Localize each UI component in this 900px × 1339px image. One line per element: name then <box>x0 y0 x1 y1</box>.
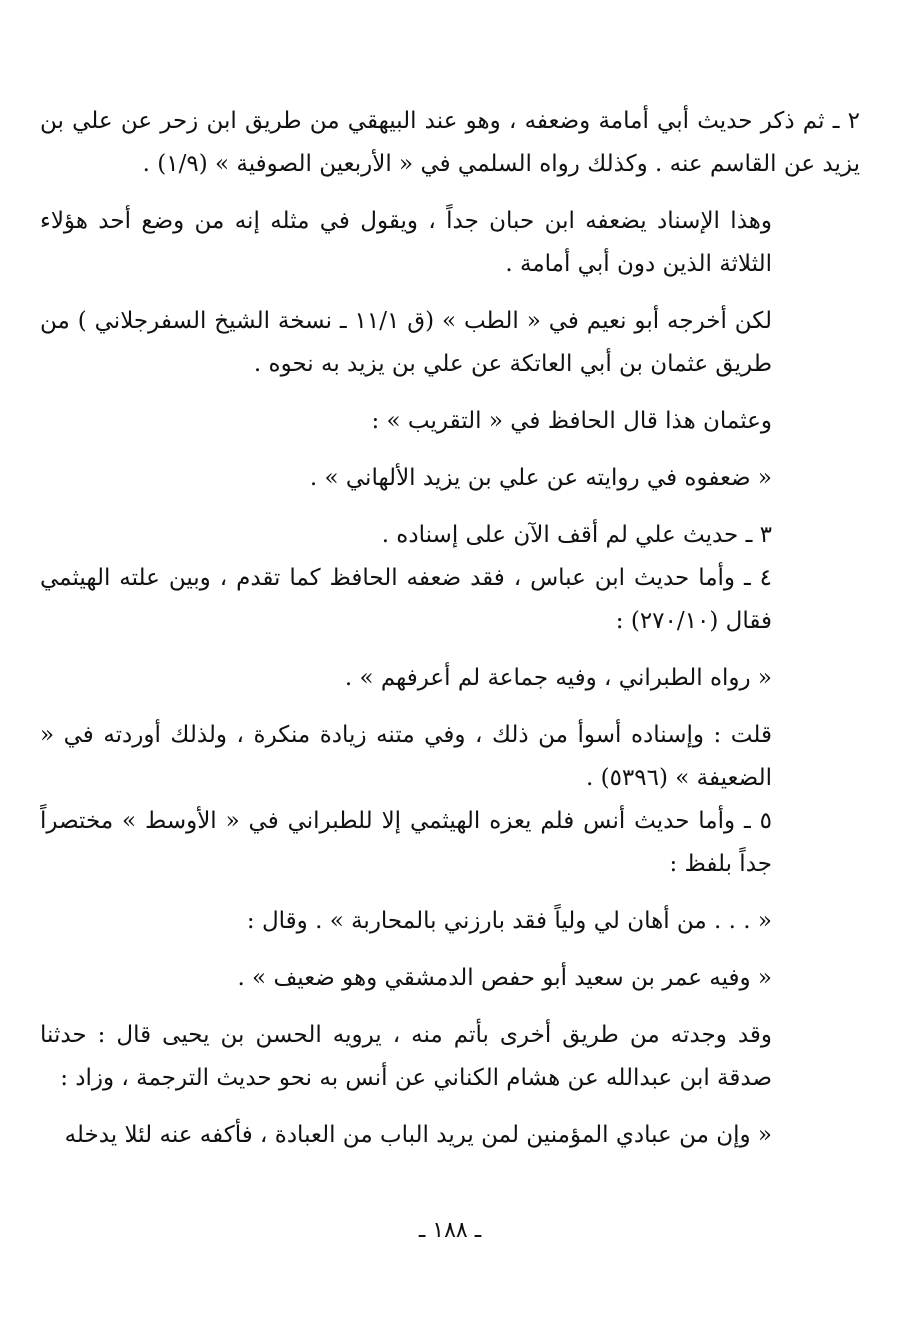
paragraph-wajadtuhu: وقد وجدته من طريق أخرى بأتم منه ، يرويه الحسن بن يحيى قال : حدثنا صدقة ابن عبدالله عن هشام الكناني عن أنس به نحو حديث الترجمة ، وزاد : <box>40 1022 772 1091</box>
paragraph-hadith-4: ٤ ـ وأما حديث ابن عباس ، فقد ضعفه الحافظ كما تقدم ، وبين علته الهيثمي فقال (٢٧٠/١٠) : <box>40 565 772 634</box>
paragraph-isnad-comment: وهذا الإسناد يضعفه ابن حبان جداً ، ويقول في مثله إنه من وضع أحد هؤلاء الثلاثة الذين دون أبي أمامة . <box>40 208 772 277</box>
paragraph-hadith-3: ٣ ـ حديث علي لم أقف الآن على إسناده . <box>381 522 772 548</box>
page-body <box>40 100 860 1157</box>
paragraph-qultu: قلت : وإسناده أسوأ من ذلك ، وفي متنه زيادة منكرة ، ولذلك أوردته في « الضعيفة » (٥٣٩٦) . <box>40 722 772 791</box>
paragraph-uthman: وعثمان هذا قال الحافظ في « التقريب » : <box>371 408 772 434</box>
paragraph-hadith-2: ٢ ـ ثم ذكر حديث أبي أمامة وضعفه ، وهو عند البيهقي من طريق ابن زحر عن علي بن يزيد عن القاسم عنه . وكذلك رواه السلمي في « الأربعين الصوفية » (١/٩) . <box>40 108 860 177</box>
paragraph-abu-nuaym: لكن أخرجه أبو نعيم في « الطب » (ق ١١/١ ـ نسخة الشيخ السفرجلاني ) من طريق عثمان بن أبي العاتكة عن علي بن يزيد به نحوه . <box>40 308 772 377</box>
quote-umar-ibn-said: « وفيه عمر بن سعيد أبو حفص الدمشقي وهو ضعيف » . <box>237 965 772 991</box>
quote-ibadi: « وإن من عبادي المؤمنين لمن يريد الباب من العبادة ، فأكفه عنه لئلا يدخله <box>64 1122 772 1148</box>
quote-haythami: « رواه الطبراني ، وفيه جماعة لم أعرفهم » . <box>344 665 772 691</box>
paragraph-hadith-5: ٥ ـ وأما حديث أنس فلم يعزه الهيثمي إلا للطبراني في « الأوسط » مختصراً جداً بلفظ : <box>40 808 772 877</box>
quote-man-ahana: « . . . من أهان لي ولياً فقد بارزني بالمحاربة » . وقال : <box>246 908 772 934</box>
quote-taqrib: « ضعفوه في روايته عن علي بن يزيد الألهاني » . <box>309 465 772 491</box>
page-number: ـ ١٨٨ ـ <box>418 1218 482 1243</box>
